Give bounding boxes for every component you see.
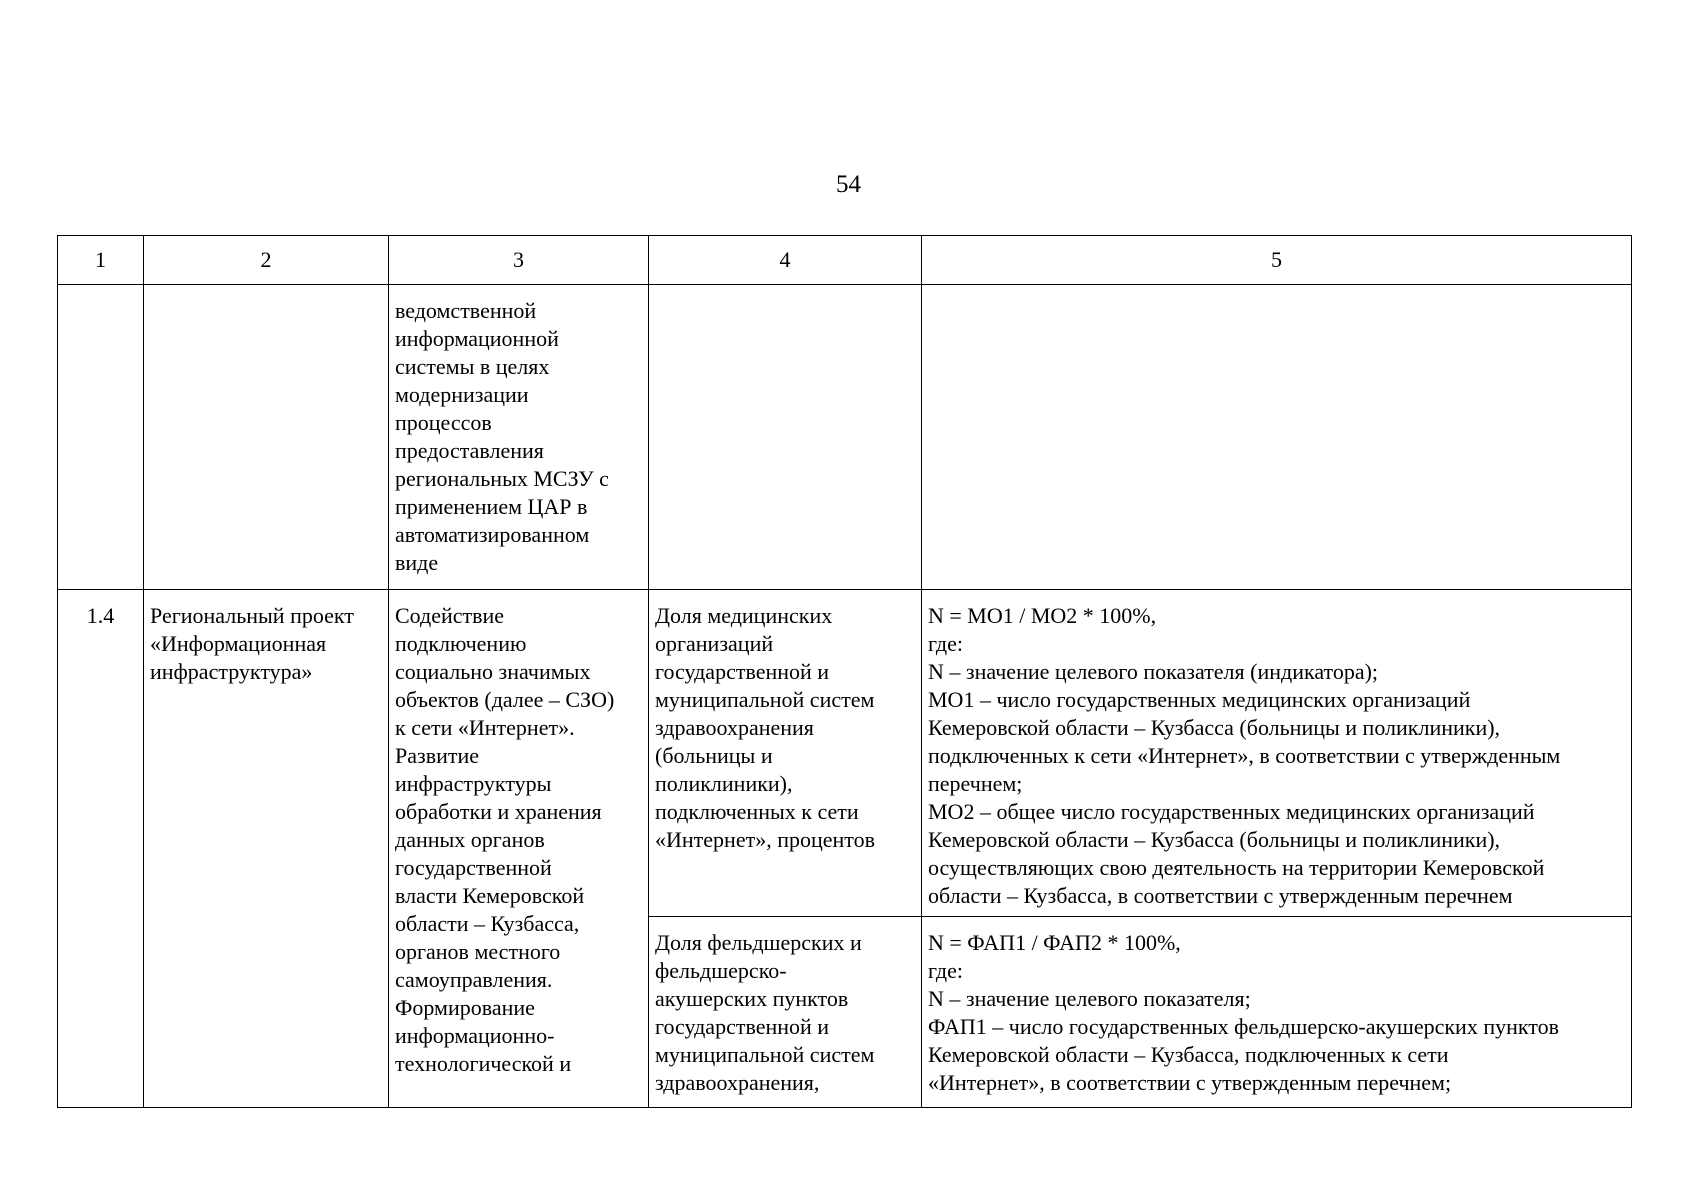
header-col-4: 4 (649, 236, 922, 285)
header-col-1: 1 (58, 236, 144, 285)
header-col-5: 5 (922, 236, 1632, 285)
cell-indicator (649, 285, 922, 590)
cell-formula: N = МО1 / МО2 * 100%, где: N – значение целевого показателя (индикатора); МО1 – число государственных медицинских организаций Кемеровской области – Кузбасса (больницы и поликлиники), подключенных к сети «Интернет», в соответствии с утвержденным перечнем; МО2 – общее число государственных медицинских организаций Кемеровской области – Кузбасса (больницы и поликлиники), осуществляющих свою деятельность на территории Кемеровской области – Кузбасса, в соответствии с утвержденным перечнем (922, 590, 1632, 917)
header-col-3: 3 (389, 236, 649, 285)
cell-activity: ведомственной информационной системы в целях модернизации процессов предоставления региональных МСЗУ с применением ЦАР в автоматизированном виде (389, 285, 649, 590)
cell-project: Региональный проект «Информационная инфраструктура» (144, 590, 389, 1108)
cell-formula: N = ФАП1 / ФАП2 * 100%, где: N – значение целевого показателя; ФАП1 – число государственных фельдшерско-акушерских пунктов Кемеровской области – Кузбасса, подключенных к сети «Интернет», в соответствии с утвержденным перечнем; (922, 917, 1632, 1108)
indicator-table (57, 235, 1632, 1108)
cell-formula (922, 285, 1632, 590)
cell-number: 1.4 (58, 590, 144, 1108)
table-row (58, 285, 1632, 590)
header-col-2: 2 (144, 236, 389, 285)
cell-indicator: Доля медицинских организаций государственной и муниципальной систем здравоохранения (больницы и поликлиники), подключенных к сети «Интернет», процентов (649, 590, 922, 917)
cell-indicator: Доля фельдшерских и фельдшерско- акушерских пунктов государственной и муниципальной систем здравоохранения, (649, 917, 922, 1108)
cell-number (58, 285, 144, 590)
cell-activity: Содействие подключению социально значимых объектов (далее – СЗО) к сети «Интернет». Развитие инфраструктуры обработки и хранения данных органов государственной власти Кемеровской области – Кузбасса, органов местного самоуправления. Формирование информационно- технологической и (389, 590, 649, 1108)
page-number: 54 (836, 171, 861, 198)
table-row (58, 590, 1632, 917)
cell-project (144, 285, 389, 590)
header-row (58, 236, 1632, 285)
